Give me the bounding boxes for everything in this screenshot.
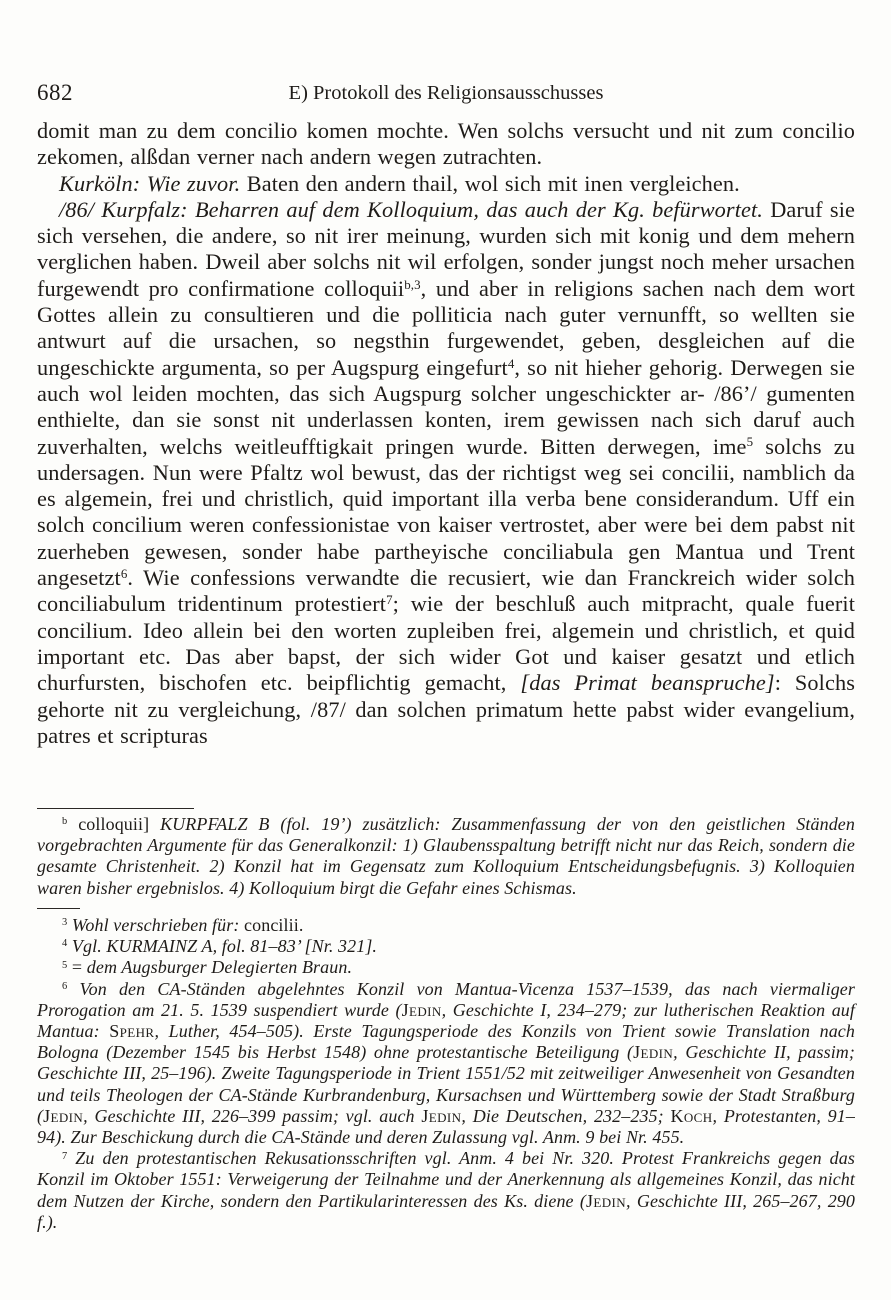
footnote-reference: b,3 (404, 276, 421, 292)
smallcaps-run: Spehr (109, 1021, 155, 1042)
italic-run: , Geschichte II, passim; Geschichte III, 25–196). Zweite Tagungsperiode in Trient 1551/52 mit zeitweiliger Anwesenheit von Gesandten und teils Theologen der CA-Stände Kurbrandenburg, Kursachsen und Württemberg sowie der Stadt Straßburg ( (37, 1042, 855, 1126)
running-header: E) Protokoll des Religionsausschusses (288, 82, 604, 104)
paragraph (37, 118, 855, 171)
text-run: Daruf sie sich versehen, die andere, so nit irer meinung, wurden sich mit konig und dem mehern verglichen haben. Dweil aber solchs nit wil erfolgen, sonder jungst noch meher ursachen furgewendt pro confirmatione colloquii (37, 196, 856, 301)
text-run: = (67, 957, 87, 978)
footnote-reference: b (62, 816, 68, 828)
text-run: Baten den andern thail, wol sich mit inen vergleichen. (240, 170, 740, 196)
italic-run: Zu den protestantischen Rekusationsschriften vgl. Anm. 4 bei Nr. 320. Protest Frankreichs gegen das Konzil im Oktober 1551: Verweigerung der Teilnahme und der Anerkennung als allgemeines Konzil, das nicht dem Nutzen der Kirche, sondern den Partikularinteressen des Ks. diene ( (37, 1148, 855, 1211)
text-run: : Solchs gehorte nit zu vergleichung, /87/ dan solchen primatum hette pabst wider evangelium, patres et scripturas (37, 670, 855, 748)
paragraph (37, 171, 855, 197)
footnote-4 (37, 936, 855, 957)
footnote-3 (37, 915, 855, 936)
text-run: , und aber in religions sachen nach dem wort Gottes allein zu consultieren und die polliticia nach guter vernunfft, so wellten sie antwurt auf die ursachen, so negsthin furgewendet, geben, desgleichen auf die ungeschickte argumenta, so per Augspurg eingefurt (37, 275, 855, 380)
italic-run: KURPFALZ B (fol. 19’) zusätzlich: Zusammenfassung der von den geistlichen Ständen vorgebrachten Argumente für das Generalkonzil: 1) Glaubensspaltung betrifft nicht nur das Reich, sondern die gesamte Christenheit. 2) Konzil hat im Gegensatz zum Kolloquium Entscheidungsbefugnis. 3) Kolloquien waren bisher ergebnislos. 4) Kolloquium birgt die Gefahr eines Schismas. (37, 814, 855, 898)
smallcaps-run: Jedin (585, 1190, 627, 1211)
apparatus-note-b (37, 814, 855, 899)
italic-run: Von den CA-Ständen abgelehntes Konzil von Mantua-Vicenza 1537–1539, das nach viermaliger Prorogation am 21. 5. 1539 suspendiert wurde ( (37, 978, 855, 1020)
text-block (37, 0, 855, 1300)
footnote-reference: 6 (62, 980, 68, 992)
italic-run: , Luther, 454–505). Erste Tagungsperiode des Konzils von Trient sowie Translation nach Bologna (Dezember 1545 bis Herbst 1548) ohne protestantische Beteiligung ( (37, 1021, 855, 1063)
italic-run: dem Augsburger Delegierten Braun. (86, 957, 353, 978)
footnote-reference: 7 (62, 1150, 68, 1162)
footnote-reference: 4 (507, 355, 515, 371)
italic-run: [das Primat beanspruche] (520, 670, 775, 696)
italic-run: Wohl verschrieben für: (67, 915, 240, 935)
text-run: . Wie confessions verwandte die recusiert, wie dan Franckreich wider solch conciliabulum tridentinum protestiert (37, 565, 855, 617)
text-run: concilii. (239, 915, 304, 935)
italic-run: /86/ Kurpfalz: Beharren auf dem Kolloquium, das auch der Kg. befürwortet. (59, 196, 763, 222)
italic-run: , Protestanten, 91–94). Zur Beschickung durch die CA-Stände und deren Zulassung vgl. Anm. 9 bei Nr. 455. (37, 1105, 855, 1148)
text-run: ; wie der beschluß auch mitpracht, quale fuerit concilium. Ideo allein bei den worten zupleiben frei, algemein und christlich, et quid important etc. Das aber bapst, der sich wider Got und kaiser gesatzt und etlich churfursten, bischofen etc. beipflichtig gemacht, (37, 591, 855, 696)
italic-run: , Geschichte III, 226–399 passim; vgl. auch (83, 1105, 422, 1126)
footnote-reference: 4 (62, 938, 68, 950)
footnote-reference: 5 (746, 434, 754, 450)
italic-run: , Geschichte I, 234–279; zur lutherischen Reaktion auf Mantua: (37, 999, 855, 1042)
italic-run: , Die Deutschen, 232–235; (461, 1105, 671, 1126)
smallcaps-run: Jedin (43, 1105, 84, 1126)
smallcaps-run: Jedin (633, 1042, 674, 1063)
footnote-reference: 5 (62, 959, 68, 971)
apparatus-separator-rule (37, 808, 194, 809)
text-run: , so nit hieher gehorig. Derwegen sie auch wol leiden mochten, das sich Augspurg solcher ungeschickter ar- /86’/ gumenten enthielte, dan sie sonst nit underlassen konten, irem gewissen nach sich daruf auch zuverhalten, welchs weitleufftigkait pringen wurde. Bitten derwegen, ime (37, 354, 855, 459)
text-run: domit man zu dem concilio komen mochte. Wen solchs versucht und nit zum concilio zekomen, alßdan verner nach andern wegen zutrachten. (37, 118, 855, 170)
footnote-reference: 7 (386, 592, 393, 608)
italic-run: Kurköln: Wie zuvor. (59, 170, 241, 196)
footnotes-separator-rule (37, 908, 80, 909)
paragraph (37, 197, 855, 749)
text-run: solchs zu undersagen. Nun were Pfaltz wol bewust, das der richtigst weg sei concilii, namblich da es algemein, frei und christlich, quid important illa verba bene considerandum. Uff ein solch concilium weren confessionistae von kaiser vertrostet, aber were bei dem pabst nit zuerheben gewesen, sonder habe partheyische conciliabula gen Mantua und Trent angesetzt (37, 433, 855, 591)
footnote-reference: 3 (62, 917, 68, 929)
footnote-6 (37, 979, 855, 1149)
smallcaps-run: Jedin (401, 999, 442, 1020)
footnote-7 (37, 1148, 855, 1233)
smallcaps-run: Koch (670, 1105, 713, 1126)
footnote-5 (37, 957, 855, 978)
body-text (37, 118, 855, 749)
page-header (37, 80, 855, 108)
critical-apparatus (37, 814, 855, 899)
smallcaps-run: Jedin (421, 1105, 462, 1126)
italic-run: Vgl. KURMAINZ A, fol. 81–83’ [Nr. 321]. (67, 936, 378, 957)
italic-run: , Geschichte III, 265–267, 290 f.). (37, 1190, 855, 1232)
footnotes-list (37, 915, 855, 1233)
text-run: colloquii] (67, 814, 161, 834)
page-number: 682 (37, 80, 73, 105)
footnote-reference: 6 (120, 565, 128, 581)
